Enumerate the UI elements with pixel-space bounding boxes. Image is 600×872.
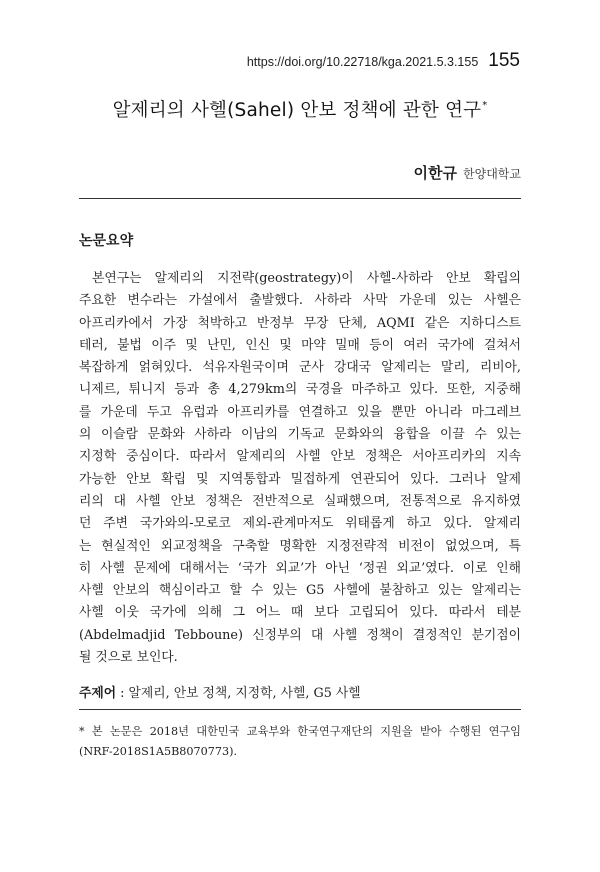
keywords-label: 주제어 xyxy=(79,686,117,701)
running-header xyxy=(247,50,520,72)
abstract-line: 아프리카에서 가장 척박하고 반정부 무장 단체, AQMI 같은 지하디스트 xyxy=(79,315,521,331)
abstract-line: 히 사헬 문제에 대해서는 ‘국가 외교’가 아닌 ‘정권 외교’였다. 이로 인해 xyxy=(79,560,521,576)
abstract-line: 니제르, 튀니지 등과 총 4,279km의 국경을 마주하고 있다. 또한, 지중해 xyxy=(79,382,521,398)
footnote-line: (NRF-2018S1A5B8070773). xyxy=(79,745,238,758)
abstract-line: 리의 대 사헬 안보 정책은 전반적으로 실패했으며, 전통적으로 유지하였 xyxy=(79,493,521,509)
abstract-line: 될 것으로 보인다. xyxy=(79,650,178,666)
abstract-line: 가능한 안보 확립 및 지역통합과 밀접하게 연관되어 있다. 그러나 알제 xyxy=(79,471,521,487)
abstract-line: 지정학 중심이다. 따라서 알제리의 사헬 안보 정책은 서아프리카의 지속 xyxy=(79,449,521,465)
abstract-line: 의 이슬람 문화와 사하라 이남의 기독교 문화와의 융합을 이끌 수 있는 xyxy=(79,427,521,443)
abstract-line: 사헬 이웃 국가에 의해 그 어느 때 보다 고립되어 있다. 따라서 테분 xyxy=(79,605,521,621)
abstract-line: 주요한 변수라는 가설에서 출발했다. 사하라 사막 가운데 있는 사헬은 xyxy=(79,293,521,309)
footnote-divider xyxy=(79,709,521,710)
title-divider xyxy=(79,198,521,199)
keywords-text: 알제리, 안보 정책, 지정학, 사헬, G5 사헬 xyxy=(128,686,361,701)
title-footnote-marker: * xyxy=(482,100,488,111)
doi-link[interactable]: https://doi.org/10.22718/kga.2021.5.3.155 xyxy=(246,55,479,69)
keywords xyxy=(79,682,361,701)
keywords-separator: : xyxy=(116,686,129,701)
abstract-heading: 논문요약 xyxy=(79,233,134,249)
author-name: 이한규 xyxy=(413,164,458,182)
paper-title-text: 알제리의 사헬(Sahel) 안보 정책에 관한 연구 xyxy=(112,100,482,121)
abstract-line: 본연구는 알제리의 지전략(geostrategy)이 사헬-사하라 안보 확립의 xyxy=(92,271,521,286)
paper-title xyxy=(0,96,600,122)
footnote-line: * 본 논문은 2018년 대한민국 교육부와 한국연구재단의 지원을 받아 수행된 연구임 xyxy=(79,725,521,738)
abstract-body xyxy=(79,268,521,669)
footnote xyxy=(79,722,521,762)
abstract-line: (Abdelmadjid Tebboune) 신정부의 대 사헬 정책이 결정적인 분기점이 xyxy=(79,627,521,643)
author-affiliation: 한양대학교 xyxy=(463,167,521,181)
abstract-line: 를 가운데 두고 유럽과 아프리카를 연결하고 있을 뿐만 아니라 마그레브 xyxy=(79,404,521,420)
abstract-line: 던 주변 국가와의-모로코 제외-관계마저도 위태롭게 하고 있다. 알제리 xyxy=(79,516,521,532)
abstract-line: 는 현실적인 외교정책을 구축할 명확한 지정전략적 비전이 없었으며, 특 xyxy=(79,538,521,554)
page-number: 155 xyxy=(488,50,520,71)
author-block xyxy=(414,162,521,183)
abstract-line: 복잡하게 얽혀있다. 석유자원국이며 군사 강대국 알제리는 말리, 리비아, xyxy=(79,360,521,376)
abstract-line: 테러, 불법 이주 및 난민, 인신 및 마약 밀매 등이 여러 국가에 걸쳐서 xyxy=(79,337,521,353)
abstract-line: 사헬 안보의 핵심이라고 할 수 있는 G5 사헬에 불참하고 있는 알제리는 xyxy=(79,583,521,599)
